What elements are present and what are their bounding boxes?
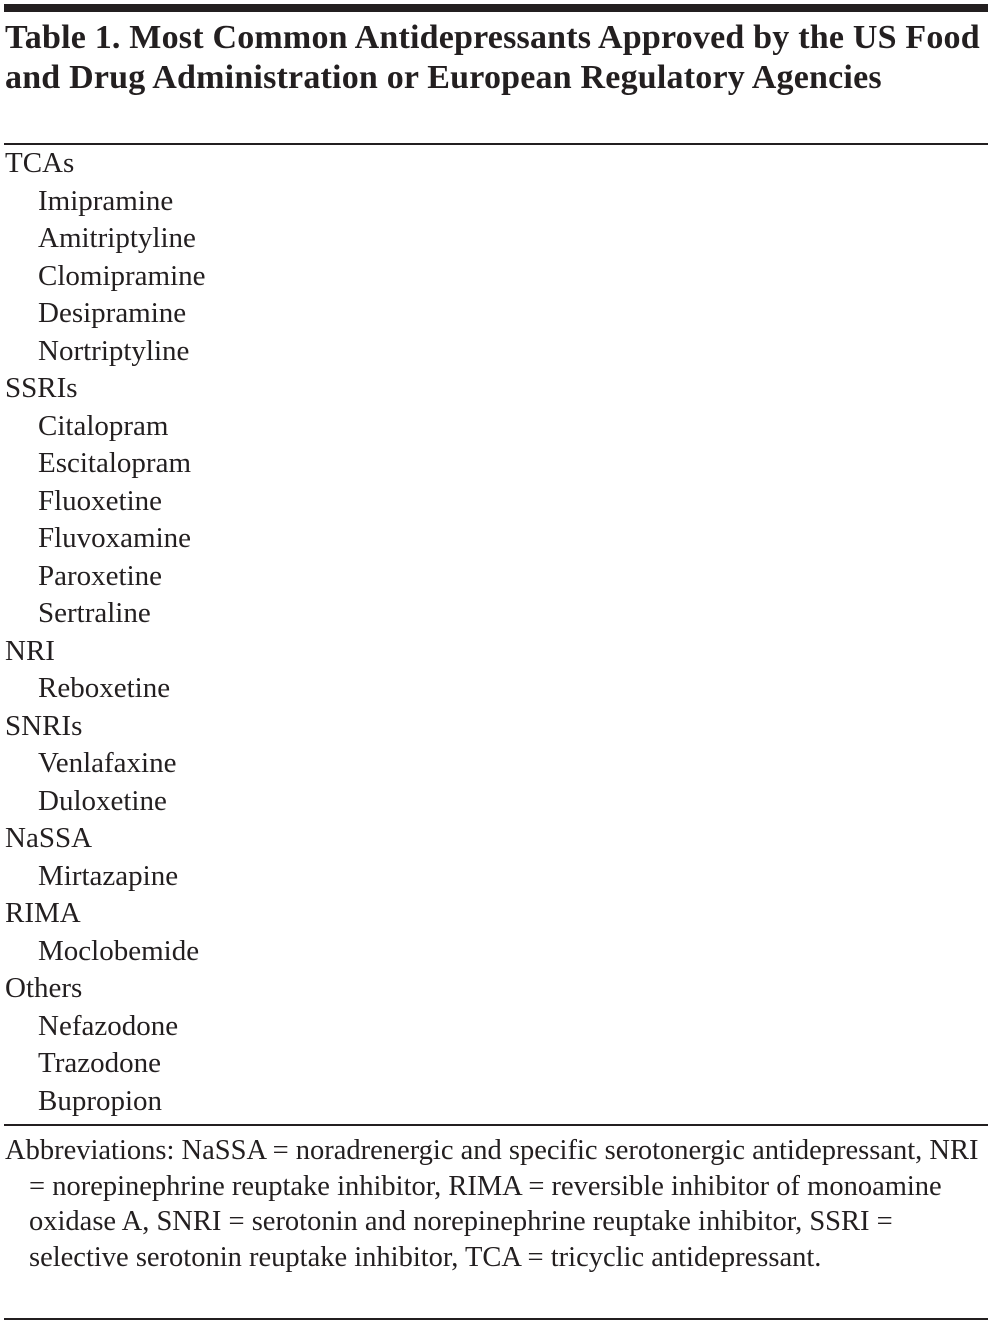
- group-heading: NaSSA: [5, 822, 93, 854]
- drug-row: Trazodone: [38, 1047, 161, 1079]
- group-heading: RIMA: [5, 897, 81, 929]
- drug-row: Mirtazapine: [38, 859, 179, 892]
- drug-row: Clomipramine: [38, 259, 206, 292]
- drug-row: Bupropion: [38, 1084, 163, 1117]
- drug-row: Venlafaxine: [38, 747, 177, 779]
- drug-row: Duloxetine: [38, 784, 167, 817]
- drug-row: Desipramine: [38, 297, 187, 329]
- group-heading: NRI: [5, 634, 55, 667]
- drug-row: Amitriptyline: [38, 222, 196, 254]
- drug-row: Moclobemide: [38, 934, 200, 967]
- drug-row: Escitalopram: [38, 447, 192, 479]
- drug-row: Nefazodone: [38, 1009, 179, 1042]
- drug-row: Citalopram: [38, 409, 169, 442]
- drug-row: Sertraline: [38, 597, 151, 629]
- bottom-rule: [4, 1318, 988, 1320]
- drug-row: Imipramine: [38, 184, 174, 217]
- drug-row: Fluoxetine: [38, 484, 163, 517]
- drug-row: Paroxetine: [38, 559, 163, 592]
- drug-row: Fluvoxamine: [38, 522, 192, 554]
- footnote-text: Abbreviations: NaSSA = noradrenergic and specific serotonergic antidepressant, NRI = norepinephrine reuptake inhibitor, RIMA = reversible inhibitor of monoamine oxidase A, SNRI = serotonin and norepinephrine reuptake inhibitor, SSRI = selective serotonin reuptake inhibitor, TCA = tricyclic antidepressant.: [5, 1135, 979, 1274]
- table-body: [5, 145, 980, 1120]
- top-rule: [4, 4, 988, 12]
- drug-row: Reboxetine: [38, 672, 171, 704]
- table-title: Table 1. Most Common Antidepressants Approved by the US Food and Drug Administration or European Regulatory Agencies: [5, 19, 980, 96]
- group-heading: Others: [5, 972, 83, 1004]
- group-heading: TCAs: [5, 147, 75, 179]
- body-rule: [4, 1124, 988, 1126]
- table-footnote: [5, 1133, 985, 1276]
- drug-row: Nortriptyline: [38, 334, 190, 367]
- group-heading: SSRIs: [5, 372, 78, 404]
- group-heading: SNRIs: [5, 709, 83, 742]
